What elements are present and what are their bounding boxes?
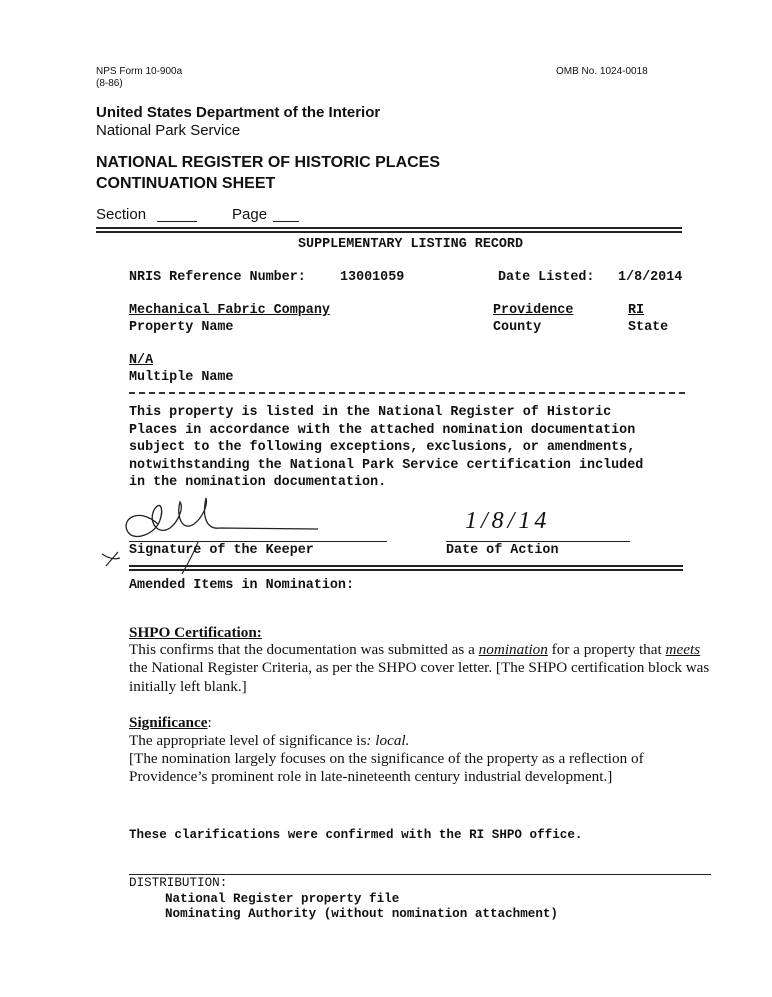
statement-line: This property is listed in the National Register of Historic	[129, 405, 612, 420]
form-revision: (8-86)	[96, 78, 123, 89]
significance-level-value: local.	[375, 732, 410, 749]
page-label: Page	[232, 206, 268, 223]
department-name: United States Department of the Interior	[96, 104, 381, 121]
distribution-item: National Register property file	[165, 892, 400, 906]
nris-value: 13001059	[340, 270, 405, 285]
distribution-item: Nominating Authority (without nomination attachment)	[165, 907, 558, 921]
nris-label: NRIS Reference Number:	[129, 270, 306, 285]
statement-line: in the nomination documentation.	[129, 475, 387, 491]
shpo-heading: SHPO Certification:	[129, 624, 262, 641]
amended-items-label: Amended Items in Nomination:	[129, 578, 354, 593]
distribution-label: DISTRIBUTION:	[129, 876, 228, 890]
county-value: Providence	[493, 303, 574, 318]
date-of-action-label: Date of Action	[446, 543, 559, 558]
statement-line: notwithstanding the National Park Service certification included	[129, 457, 644, 473]
state-value: RI	[628, 303, 645, 318]
keeper-label: Signature of the Keeper	[129, 543, 314, 558]
significance-level-colon: :	[366, 732, 372, 749]
significance-colon: :	[207, 714, 212, 731]
form-number: NPS Form 10-900a	[96, 66, 183, 77]
shpo-nomination: nomination	[478, 641, 548, 658]
page-blank	[273, 221, 299, 222]
date-of-action-value: 1/8/14	[465, 508, 551, 534]
significance-heading-text: Significance	[129, 714, 208, 731]
section-label: Section	[96, 206, 147, 223]
shpo-text-a: This confirms that the documentation was submitted as a	[129, 641, 479, 658]
state-label: State	[628, 320, 669, 335]
statement-line: subject to the following exceptions, exclusions, or amendments,	[129, 440, 636, 456]
section-blank	[157, 221, 197, 222]
clarification-note: These clarifications were confirmed with the RI SHPO office.	[129, 828, 583, 842]
omb-number: OMB No. 1024-0018	[556, 66, 648, 77]
date-of-action-line	[446, 541, 630, 542]
page-title: NATIONAL REGISTER OF HISTORIC PLACES	[96, 154, 441, 171]
significance-heading	[129, 714, 212, 732]
significance-level-text: The appropriate level of significance is	[129, 732, 367, 749]
shpo-text	[129, 641, 719, 696]
distribution-rule	[129, 874, 711, 875]
service-name: National Park Service	[96, 122, 241, 139]
significance-level	[129, 732, 409, 750]
multiple-name-value: N/A	[129, 353, 154, 368]
date-listed-label: Date Listed:	[498, 270, 595, 285]
signature-double-rule	[129, 565, 683, 571]
shpo-text-b: for a property that	[547, 641, 666, 658]
keeper-signature-line	[129, 541, 387, 542]
property-name-label: Property Name	[129, 320, 234, 335]
dashed-divider	[129, 392, 685, 394]
listing-statement	[129, 404, 729, 492]
property-name-value: Mechanical Fabric Company	[129, 303, 330, 318]
page-subtitle: CONTINUATION SHEET	[96, 175, 276, 192]
shpo-text-c: the National Register Criteria, as per the SHPO cover letter. [The SHPO certification block was initially left blank.]	[129, 659, 710, 695]
multiple-name-label: Multiple Name	[129, 370, 234, 385]
statement-line: Places in accordance with the attached nomination documentation	[129, 422, 636, 438]
date-listed-value: 1/8/2014	[618, 270, 683, 285]
record-heading: SUPPLEMENTARY LISTING RECORD	[298, 237, 523, 252]
significance-note: [The nomination largely focuses on the significance of the property as a reflection of Providence’s prominent role in late-nineteenth century industrial development.]	[129, 750, 644, 786]
header-double-rule	[96, 227, 682, 233]
shpo-meets: meets	[665, 641, 701, 658]
county-label: County	[493, 320, 542, 335]
